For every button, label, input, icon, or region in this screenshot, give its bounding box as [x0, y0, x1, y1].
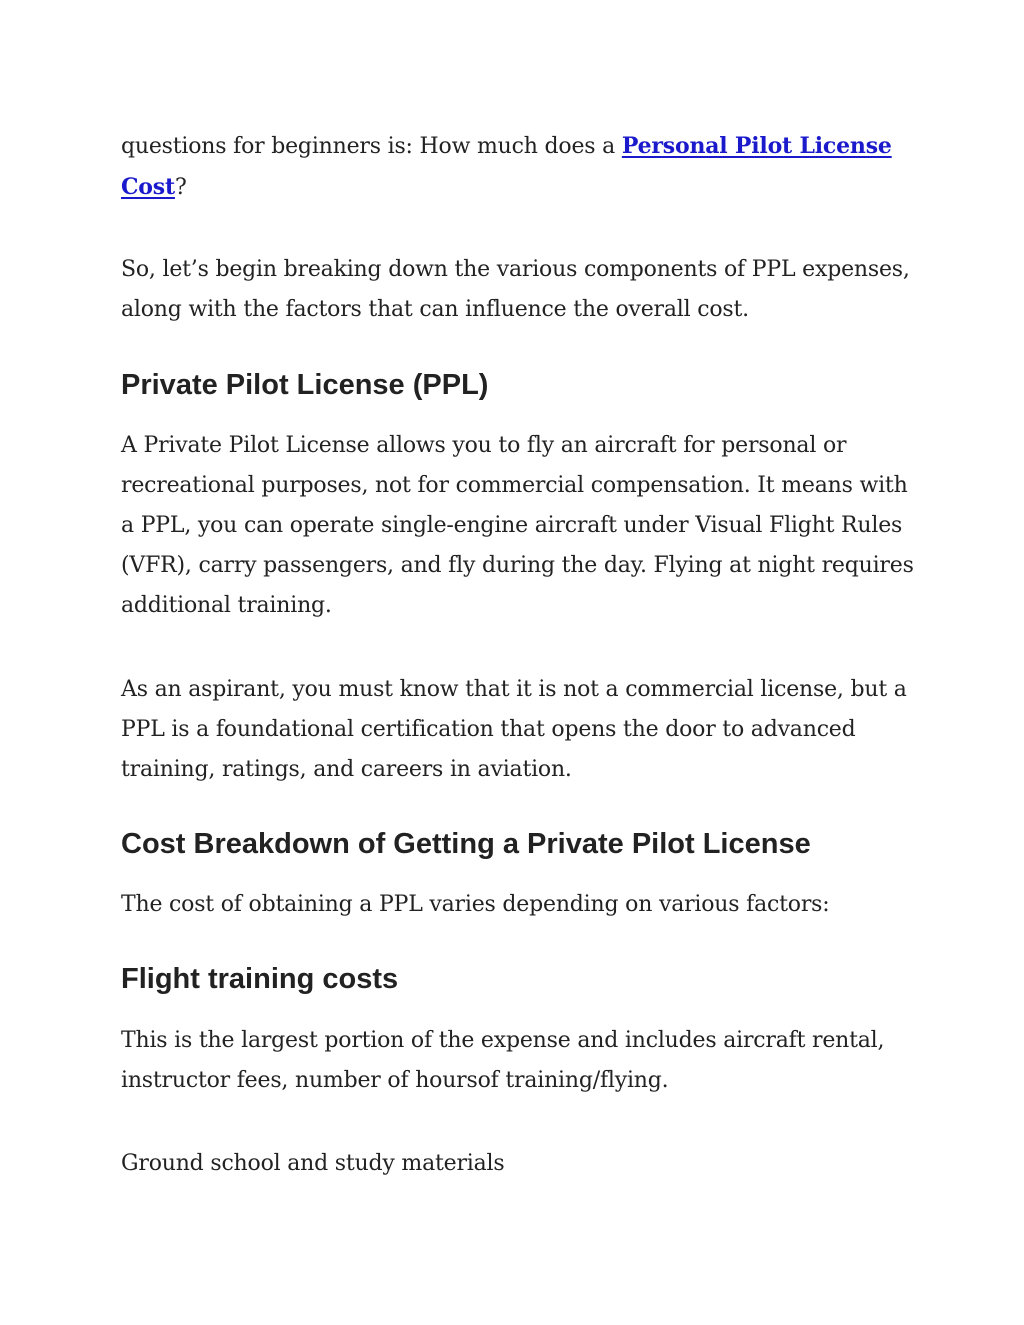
heading-private-pilot-license: Private Pilot License (PPL): [121, 369, 489, 401]
heading-cost-breakdown: Cost Breakdown of Getting a Private Pilot License: [121, 828, 811, 860]
intro-paragraph: [121, 126, 921, 208]
cost-intro-paragraph: The cost of obtaining a PPL varies depending on various factors:: [121, 892, 830, 917]
personal-pilot-license-cost-link[interactable]: Personal Pilot License Cost: [121, 133, 892, 200]
begin-paragraph: So, let’s begin breaking down the various components of PPL expenses, along with the factors that can influence the overall cost.: [121, 257, 910, 322]
intro-text-after: ?: [174, 175, 187, 200]
ppl-definition-paragraph: A Private Pilot License allows you to fly an aircraft for personal or recreational purposes, not for commercial compensation. It means with a PPL, you can operate single-engine aircraft under Visual Flight Rules (VFR), carry passengers, and fly during the day. Flying at night requires additional training.: [121, 433, 914, 618]
flight-training-paragraph: This is the largest portion of the expense and includes aircraft rental, instructor fees, number of hoursof training/flying.: [121, 1028, 885, 1093]
ground-school-paragraph: Ground school and study materials: [121, 1151, 505, 1176]
ppl-foundation-paragraph: As an aspirant, you must know that it is not a commercial license, but a PPL is a foundational certification that opens the door to advanced training, ratings, and careers in aviation.: [121, 677, 907, 782]
intro-text-before: questions for beginners is: How much does a: [121, 134, 622, 159]
heading-flight-training-costs: Flight training costs: [121, 963, 399, 995]
